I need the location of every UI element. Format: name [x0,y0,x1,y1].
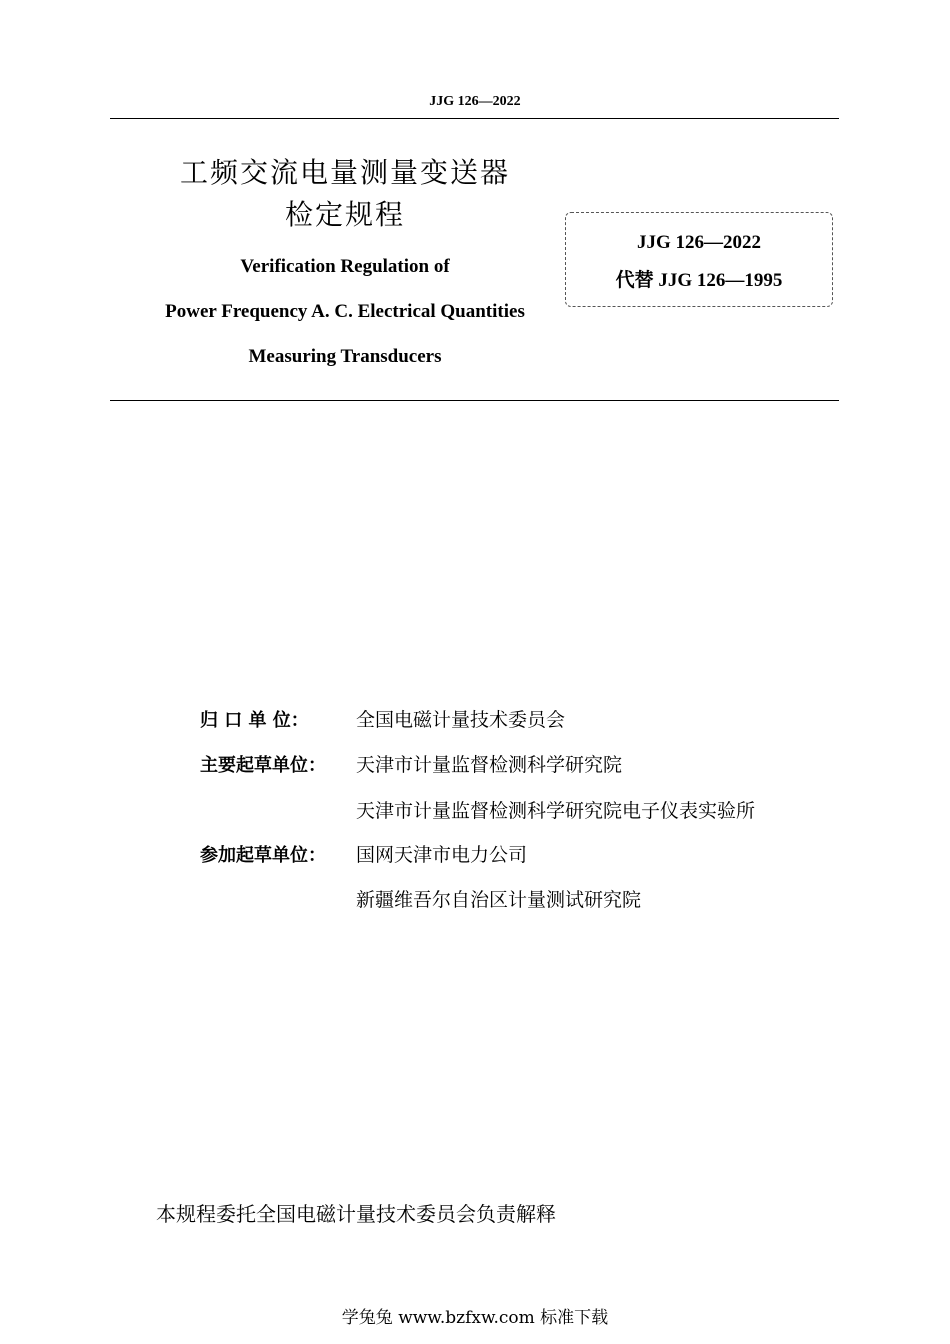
responsible-unit-value: 全国电磁计量技术委员会 [356,709,566,731]
title-en-line2: Power Frequency A. C. Electrical Quantities [165,301,525,322]
code-box-replaces: 代替 JJG 126—1995 [615,270,783,291]
responsible-unit-label: 归 口 单 位： [200,710,309,731]
title-cn-line1: 工频交流电量测量变送器 [179,156,510,189]
main-drafting-unit-2: 天津市计量监督检测科学研究院电子仪表实验所 [356,800,756,822]
header-standard-code: JJG 126—2022 [429,94,521,109]
participating-unit-label: 参加起草单位： [200,845,326,866]
title-english [110,244,580,379]
main-drafting-unit-1: 天津市计量监督检测科学研究院 [356,754,623,776]
footer-watermark: 学兔兔 www.bzfxw.com 标准下载 [341,1308,609,1328]
title-en-line1: Verification Regulation of [240,256,450,277]
code-box-code: JJG 126—2022 [636,232,762,253]
main-drafting-unit-label: 主要起草单位： [200,755,326,776]
code-box-frame [565,212,833,307]
title-chinese [110,152,580,236]
title-cn-line2: 检定规程 [284,198,405,231]
bottom-rule [110,400,839,401]
title-en-line3: Measuring Transducers [248,346,442,367]
participating-unit-1: 国网天津市电力公司 [356,844,528,866]
participating-unit-2: 新疆维吾尔自治区计量测试研究院 [356,889,642,911]
top-rule [110,118,839,119]
interpretation-note: 本规程委托全国电磁计量技术委员会负责解释 [156,1202,556,1226]
